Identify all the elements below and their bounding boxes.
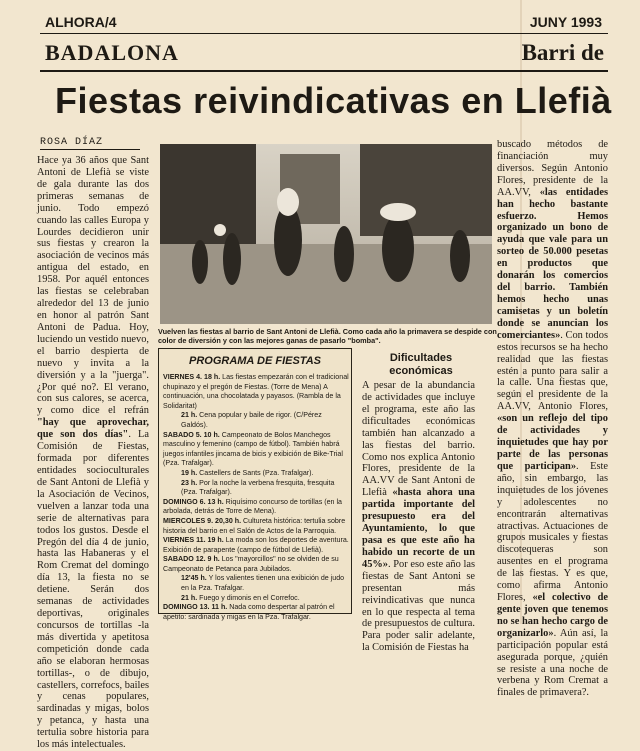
program-box — [158, 348, 352, 621]
byline-rule — [40, 149, 140, 150]
program-entry: 21 h. Fuego y dimonis en el Correfoc. — [181, 593, 300, 602]
article-column-4: buscado métodos de financiación muy diversos. Según Antonio Flores, presidente de la AA.VV, «las entidades han hecho bastante esfuerzo. Hemos organizado un bono de ayuda que vale para un sorteo de 50.000 pesetas en productos que donarán los comercios del barrio. También hemos hecho unas camisetas y un boletín donde se anuncian los comerciantes». Con todos estos recursos se ha hecho realidad que las fiestas estén a punto para salir a la calle. Una fiestas que, según el presidente de la AA.VV, Antonio Flores, «son un reflejo del tipo de actividades y inquietudes que hay por parte de las personas que participan». Este año, sin embargo, las inquietudes de los jóvenes y adolescentes no encontrarán alternativas atractivas. Actuaciones de grupos musicales y fiestas discotequeras son ausentes en el programa de las fiestas. Y es que, como afirma Antonio Flores, «el colectivo de gente joven que tenemos no se han hecho cargo de organizarlo». Aún así, la participación popular está asegurada porque, ¿quién se resiste a una noche de verbena y Rom Cremat a finales de primavera?. — [497, 139, 608, 699]
article-headline: Fiestas reivindicativas en Llefià — [55, 80, 612, 121]
section-subtitle: Barri de — [521, 40, 604, 65]
program-entry: VIERNES 4. 18 h. Las fiestas empezarán con el tradicional chupinazo y el pregón de Fiestas. (Torre de Mena) A continuación, una chocolatada y payasos. (Rambla de la Solidaritat) — [163, 373, 349, 410]
program-entry: 19 h. Castellers de Sants (Pza. Trafalgar). — [181, 468, 314, 477]
article-byline: ROSA DÍAZ — [40, 137, 104, 148]
section-rule — [40, 70, 608, 72]
program-list — [163, 373, 349, 622]
program-entry: DOMINGO 13. 11 h. Nada como despertar al patrón el apetito: sardinada y migas en la Pza. Trafalgar. — [163, 603, 335, 621]
article-column-3: A pesar de la abundancia de actividades que incluye el programa, este año las dificultades económicas también han alcanzado a las fiestas del barrio. Como nos explica Antonio Flores, presidente de la AA.VV de Sant Antoni de Llefià «hasta ahora una partida importante del presupuesto era del Ayuntamiento, lo que pasa es que este año ha habido un recorte de un 45%». Por eso este año las fiestas de Sant Antoni se presentan más reivindicativas que nunca en lo que respecta al tema de presupuestos de cultura. Para poder salir adelante, la Comisión de Fiestas ha — [362, 380, 476, 654]
program-entry: 21 h. Cena popular y baile de rigor. (C/Pérez Galdós). — [181, 411, 322, 429]
photo-caption: Vuelven las fiestas al barrio de Sant Antoni de Llefià. Como cada año la primavera se despide con color de diversión y con las mejores ganas de pasarlo "bomba". — [158, 327, 497, 345]
program-entry: SABADO 12. 9 h. Los "mayorcillos" no se olviden de su Campeonato de Petanca para Jubilados. — [163, 555, 339, 573]
publication-name: ALHORA/4 — [45, 14, 117, 30]
issue-date: JUNY 1993 — [529, 14, 602, 30]
article-column-1: Hace ya 36 años que Sant Antoni de Llefià se viste de gala durante las dos primeras semanas de junio. Todo empezó cuando las calles Europa y Lourdes decidieron unir sus fiestas y crearon la asociación de vecinos más antigua del estado, en 1958. Por aquél entonces las fiestas se celebraban alrededor del 13 de junio en honor al patrón Sant Antoni de Padua. Hoy, luciendo un vestido nuevo, el barrio despierta de nuevo y invita a la diversión y a la "juerga". ¿Por qué no?. El verano, con sus calores, se acerca, y como dice el refrán "hay que aprovechar, que son dos días". La Comisión de Fiestas, formada por diferentes entidades socioculturales de Sant Antoni de Llefià y la Asociación de Vecinos, vuelven a lanzar toda una serie de alternativas para todos los gustos. Desde el Pregón del día 4 de junio, hasta las Habaneras y el Rom Cremat del domingo día 13, la fiesta no se detiene. Serán dos semanas de actividades deportivas, originales concursos de tortillas -la más divertida y apetitosa competición donde cada año se elaboran hermosas tortillas-, o de dibujo, castellers, correfocs, bailes y cenas populares, sardinadas y migas, bolos y petanca, y hasta una tertulia sobre historia para los más intelectuales. — [37, 155, 150, 751]
program-entry: 12'45 h. Y los valientes tienen una exibición de judo en la Pza. Trafalgar. — [181, 574, 345, 593]
festival-photo — [160, 144, 492, 324]
program-entry: SABADO 5. 10 h. Campeonato de Bolos Manchegos masculino y femenino (campo de fútbol). También habrá juegos infantiles jincama de bicis y exibición de Bike-Trial (Pza. Trafalgar). — [163, 430, 343, 468]
program-title: PROGRAMA DE FIESTAS — [188, 355, 321, 367]
section-title: BADALONA — [45, 40, 179, 65]
program-entry: VIERNES 11. 19 h. La moda son los deportes de aventura. Exibición de parapente (campo de fútbol de Llefià). — [163, 536, 349, 554]
top-rule — [40, 33, 608, 34]
program-entry: DOMINGO 6. 13 h. Riquísimo concurso de tortillas (en la arbolada, detrás de Torre de Mena). — [163, 497, 342, 516]
program-entry: MIERCOLES 9. 20,30 h. Cultureta histórica: tertulia sobre historia del barrio en el Salón de Actos de la Parroquia. — [163, 516, 346, 535]
program-entry: 23 h. Por la noche la verbena fresquita, fresquita (Pza. Trafalgar). — [181, 478, 335, 497]
column-subheading: Dificultades económicas — [389, 352, 453, 377]
